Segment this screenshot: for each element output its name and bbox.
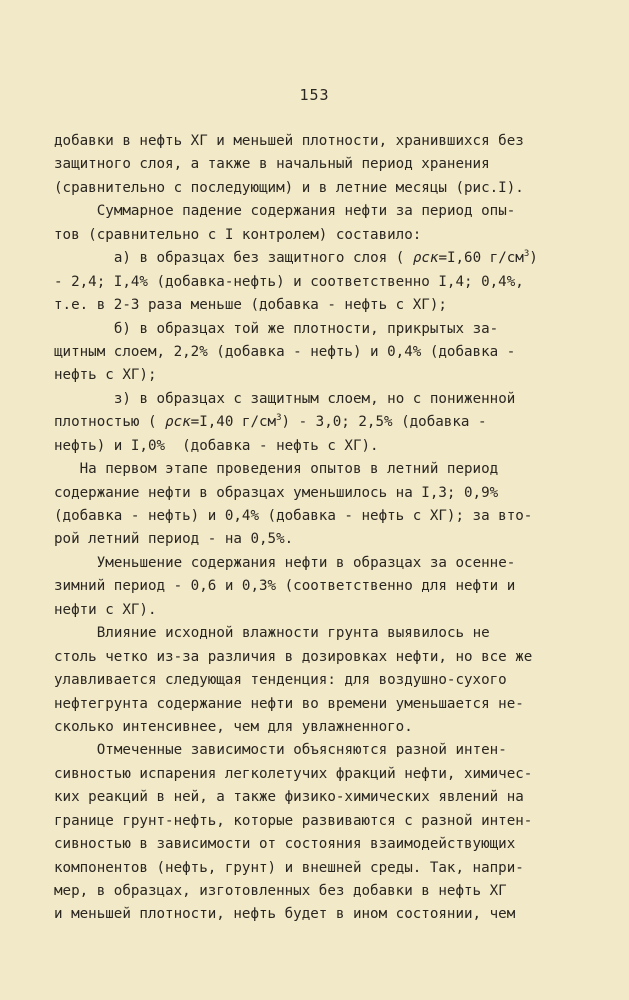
text-fragment: (добавка - нефть) и 0,4% (добавка - нефть с ХГ); за вто- [54,508,533,524]
text-line [54,786,574,809]
text-line [54,622,574,645]
text-fragment: Отмеченные зависимости объясняются разной интен- [96,742,507,759]
text-fragment: =I,60 г/см [438,250,524,267]
text-fragment: и меньшей плотности, нефть будет в ином состоянии, чем [54,906,516,923]
text-line [54,505,574,528]
text-fragment: сивностью испарения легколетучих фракций нефти, химичес- [54,765,533,782]
text-line [54,318,574,341]
text-fragment: защитного слоя, а также в начальный период хранения [54,156,490,173]
text-fragment: добавки в нефть ХГ и меньшей плотности, хранившихся без [54,133,524,149]
text-line [54,716,574,739]
text-line [54,763,574,786]
text-line [54,528,574,551]
text-line [54,153,574,176]
text-fragment: щитным слоем, 2,2% (добавка - нефть) и 0,4% (добавка - [54,343,516,360]
text-fragment: ких реакций в ней, а также физико-химических явлений на [54,789,524,806]
page-number: 153 [299,86,330,104]
text-line [54,130,574,153]
text-fragment: Влияние исходной влажности грунта выявилось не [96,625,490,642]
text-fragment: з) в образцах с защитным слоем, но с пониженной [113,390,516,407]
text-fragment: нефть) и I,0% (добавка - нефть с ХГ). [54,437,379,454]
text-fragment: нефтегрунта содержание нефти во времени уменьшается не- [54,695,524,712]
text-line [54,200,574,223]
superscript: 3 [276,413,282,424]
text-fragment: компонентов (нефть, грунт) и внешней среды. Так, напри- [54,859,524,876]
text-line [54,411,574,434]
text-line [54,575,574,598]
text-fragment: границе грунт-нефть, которые развиваются с разной интен- [54,812,533,829]
text-line [54,247,574,270]
text-fragment: =I,40 г/см [190,414,277,431]
text-line [54,857,574,880]
text-fragment: а) в образцах без защитного слоя ( [113,250,413,267]
text-fragment: столь четко из-за различия в дозировках нефти, но все же [54,648,533,665]
text-line [54,177,574,200]
text-line [54,903,574,926]
text-line [54,271,574,294]
superscript: 3 [523,249,530,260]
text-line [54,693,574,716]
text-line [54,880,574,903]
density-symbol: ρск [412,250,439,267]
text-line [54,646,574,669]
text-fragment: нефти с ХГ). [54,601,157,618]
text-fragment: нефть с ХГ); [54,367,157,384]
text-line [54,669,574,692]
text-line [54,388,574,411]
text-fragment: (сравнительно с последующим) и в летние месяцы (рис.I). [54,179,524,196]
text-line [54,341,574,364]
text-fragment: содержание нефти в образцах уменьшилось на I,3; 0,9% [54,484,499,501]
text-fragment: ) [529,250,538,267]
text-fragment: улавливается следующая тенденция: для воздушно-сухого [54,672,507,689]
text-line [54,458,574,481]
text-line [54,833,574,856]
text-fragment: б) в образцах той же плотности, прикрытых за- [113,320,499,337]
text-fragment: рой летний период - на 0,5%. [54,531,294,548]
text-fragment: Суммарное падение содержания нефти за период опы- [96,203,516,220]
text-line [54,294,574,317]
text-fragment: зимний период - 0,6 и 0,3% (соответственно для нефти и [54,578,516,595]
text-fragment: т.е. в 2-3 раза меньше (добавка - нефть с ХГ); [54,297,447,314]
text-line [54,810,574,833]
text-line [54,739,574,762]
text-line [54,552,574,575]
text-line [54,599,574,622]
text-fragment: мер, в образцах, изготовленных без добавки в нефть ХГ [54,883,507,899]
body-text [54,130,574,927]
text-fragment: Уменьшение содержания нефти в образцах за осенне- [96,554,516,571]
text-line [54,224,574,247]
text-fragment: плотностью ( [54,414,166,431]
text-line [54,482,574,505]
density-symbol: ρск [165,414,191,431]
text-fragment: сколько интенсивнее, чем для увлажненного. [54,718,413,735]
text-fragment: тов (сравнительно с I контролем) составило: [54,226,422,243]
text-fragment: На первом этапе проведения опытов в летний период [79,461,499,478]
text-fragment: - 2,4; I,4% (добавка-нефть) и соответственно I,4; 0,4%, [54,273,524,290]
text-line [54,364,574,387]
text-line [54,435,574,458]
text-fragment: сивностью в зависимости от состояния взаимодействующих [54,836,516,853]
text-fragment: ) - 3,0; 2,5% (добавка - [281,414,487,431]
